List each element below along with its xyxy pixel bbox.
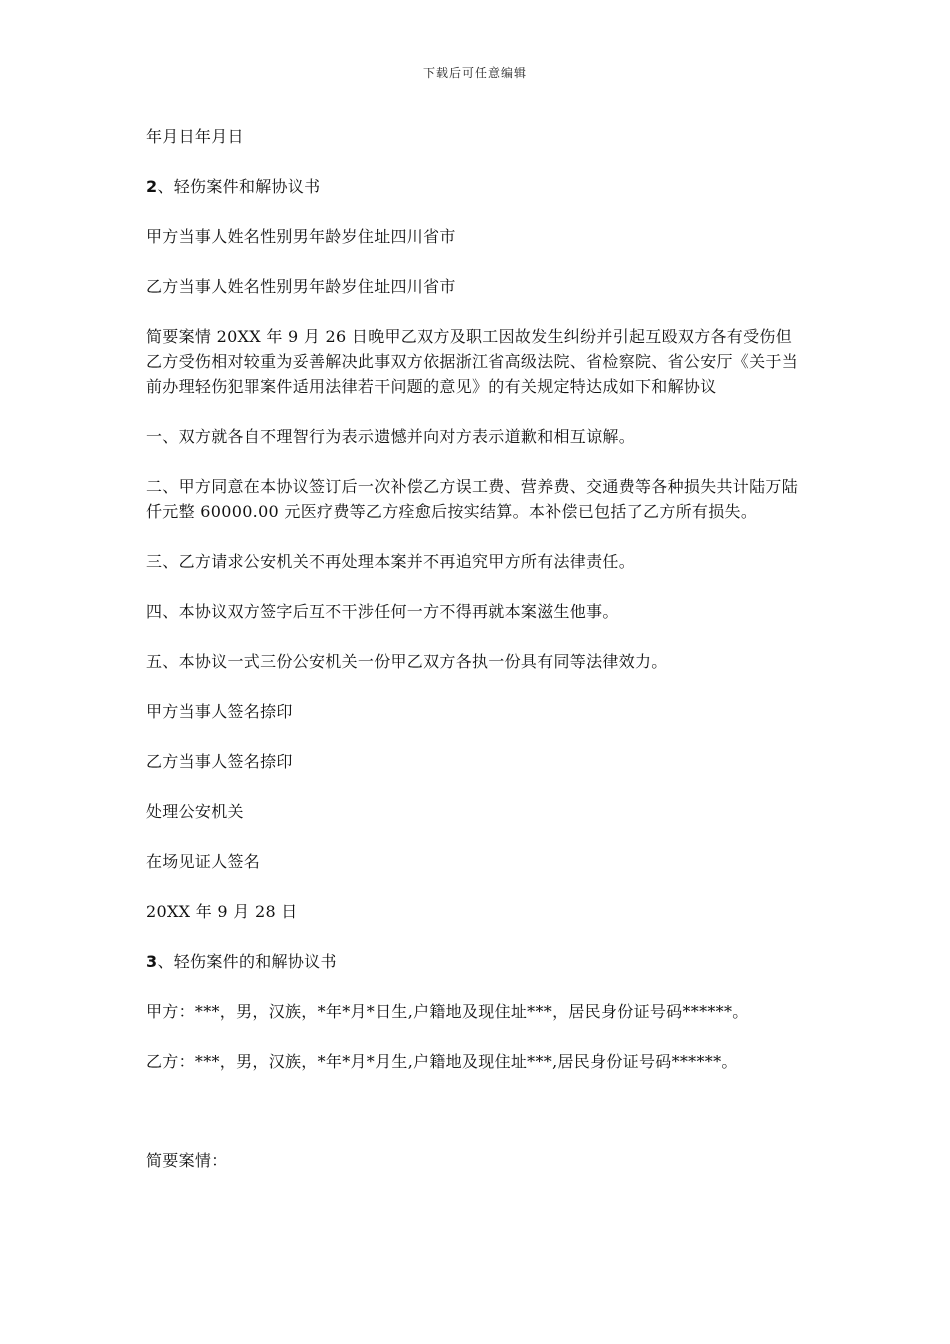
witness-signature: 在场见证人签名 [146, 852, 261, 871]
section-3-party-b: 乙方：***，男，汉族，*年*月*月生,户籍地及现住址***,居民身份证号码******。 [146, 1052, 738, 1071]
section-3-party-a: 甲方：***，男，汉族，*年*月*日生,户籍地及现住址***，居民身份证号码******。 [146, 1002, 749, 1021]
section-2-heading [146, 174, 806, 199]
case-summary: 简要案情 20XX 年 9 月 26 日晚甲乙双方及职工因故发生纠纷并引起互殴双方各有受伤但乙方受伤相对较重为妥善解决此事双方依据浙江省高级法院、省检察院、省公安厅《关于当前办理轻伤犯罪案件适用法律若干问题的意见》的有关规定特达成如下和解协议 [146, 327, 799, 396]
agreement-date: 20XX 年 9 月 28 日 [146, 902, 298, 921]
section-2-title: 、轻伤案件和解协议书 [157, 177, 321, 196]
section-3-case-summary-label: 简要案情： [146, 1151, 228, 1170]
clause-2: 二、甲方同意在本协议签订后一次补偿乙方误工费、营养费、交通费等各种损失共计陆万陆仟元整 60000.00 元医疗费等乙方痊愈后按实结算。本补偿已包括了乙方所有损失。 [146, 477, 799, 521]
clause-3: 三、乙方请求公安机关不再处理本案并不再追究甲方所有法律责任。 [146, 552, 636, 571]
section-3-number: 3 [146, 952, 158, 971]
section-3-heading [146, 949, 806, 974]
section-2-number: 2 [146, 177, 158, 196]
document-body [146, 124, 806, 1173]
party-b-info: 乙方当事人姓名性别男年龄岁住址四川省市 [146, 277, 456, 296]
clause-1: 一、双方就各自不理智行为表示遗憾并向对方表示道歉和相互谅解。 [146, 427, 636, 446]
section-3-title: 、轻伤案件的和解协议书 [157, 952, 337, 971]
date-line: 年月日年月日 [146, 127, 244, 146]
signature-party-b: 乙方当事人签名捺印 [146, 752, 293, 771]
party-a-info: 甲方当事人姓名性别男年龄岁住址四川省市 [146, 227, 456, 246]
header-note: 下载后可任意编辑 [422, 66, 527, 80]
handling-police-authority: 处理公安机关 [146, 802, 244, 821]
clause-4: 四、本协议双方签字后互不干涉任何一方不得再就本案滋生他事。 [146, 602, 619, 621]
clause-5: 五、本协议一式三份公安机关一份甲乙双方各执一份具有同等法律效力。 [146, 652, 668, 671]
signature-party-a: 甲方当事人签名捺印 [146, 702, 293, 721]
